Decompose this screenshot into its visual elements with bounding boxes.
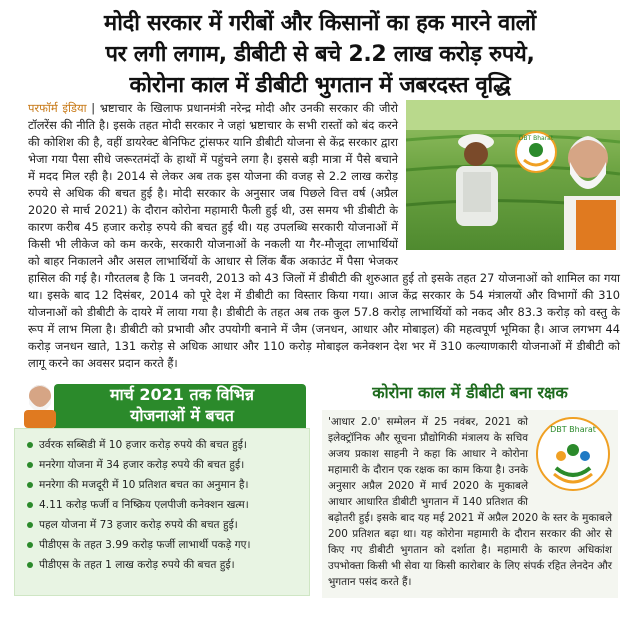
article-source: परफॉर्म इंडिया (28, 101, 87, 115)
savings-item-2: मनरेगा योजना में 34 हजार करोड़ रुपये की बचत हुई। (25, 455, 303, 475)
article-text: | भ्रष्टाचार के खिलाफ प्रधानमंत्री नरेन्द्र मोदी और उनकी सरकार की जीरो टॉलरेंस की नीति है। इसके तहत मोदी सरकार ने जहां भ्रष्टाचार के सभी रास्तों को बंद करने की कोशिश की है, वहीं डायरेक्ट बेनिफिट ट्रांसफर यानि डीबीटी योजना से केंद्र सरकार द्वारा भेजा गया पैसा सीधे जरूरतमंदों के हाथों में पहुंचने लगा है। इससे बड़ी मात्रा में पैसे बचाने में मदद मिल रही है। 2014 से लेकर अब तक इस योजना की वजह से 2.2 लाख करोड़ रुपये से अधिक की बचत हुई है। मोदी सरकार के अनुसार जब पिछले वित्त वर्ष (अप्रैल 2020 से मार्च 2021) के दौरान कोरोना महामारी फैली हुई थी, उस समय भी डीबीटी के कारण करीब 45 हजार करोड़ रुपये की बचत हुई थी। यह उपलब्धि सरकारी योजनाओं में किसी भी लीकेज को कम करके, सरकारी योजनाओं के नकली या गैर-मौजूदा लाभार्थियों को बाहर निकालने और असल लाभार्थियों के आधार से लिंक बैंक अकाउंट में पैसा भेजकर हासिल की गई है। गौरतलब है कि 1 जनवरी, 2013 को 43 जिलों में डीबीटी की शुरुआत हुई तो इसके तहत 27 योजनाओं को शामिल का गया था। इसके बाद 12 दिसंबर, 2014 को पूरे देश में डीबीटी का विस्तार किया गया। आज केंद्र सरकार के 54 मंत्रालयों और विभागों की 310 योजनाओं को डीबीटी के दायरे में लाया गया है। डीबीटी के तहत अब तक कुल 57.8 करोड़ लाभार्थियों को नकद और 83.3 करोड़ को वस्तु के रूप में लाभ मिला है। डीबीटी को प्रभावी और उपयोगी बनाने में जैम (जनधन, आधार और मोबाइल) की महत्वपूर्ण भूमिका है। आज लगभग 44 करोड़ जनधन खाते, 131 करोड़ से अधिक आधार और 110 करोड़ मोबाइल कनेक्शन देश भर में 310 कल्याणकारी योजनाओं में डीबीटी को लागू करने का अवसर प्रदान करते हैं। (28, 101, 620, 370)
photo-illustration (406, 100, 620, 250)
savings-item-5: पहल योजना में 73 हजार करोड़ रुपये की बचत हुई। (25, 515, 303, 535)
savings-item-6: पीडीएस के तहत 3.99 करोड़ फर्जी लाभार्थी पकड़े गए। (25, 535, 303, 555)
corona-box (322, 380, 618, 598)
savings-list (25, 435, 303, 575)
savings-item-1: उर्वरक सब्सिडी में 10 हजार करोड़ रुपये की बचत हुई। (25, 435, 303, 455)
savings-item-4: 4.11 करोड़ फर्जी व निष्क्रिय एलपीजी कनेक्शन खत्म। (25, 495, 303, 515)
article-lead (28, 100, 620, 372)
savings-item-3: मनरेगा की मजदूरी में 10 प्रतिशत बचत का अनुमान है। (25, 475, 303, 495)
savings-banner (14, 380, 310, 428)
farmer-and-pm-photo (406, 100, 620, 250)
corona-title: कोरोना काल में डीबीटी बना रक्षक (372, 383, 568, 402)
savings-title-line-2: योजनाओं में बचत (130, 406, 234, 425)
headline (10, 8, 630, 101)
savings-title-line-1: मार्च 2021 तक विभिन्न (109, 385, 255, 404)
photo-badge-text: DBT Bharat (518, 135, 554, 142)
savings-list-area (14, 428, 310, 596)
corona-text: 'आधार 2.0' सम्मेलन में 25 नवंबर, 2021 को इलेक्ट्रॉनिक और सूचना प्रौद्योगिकी मंत्रालय के सचिव अजय प्रकाश साहनी ने कहा कि आधार ने कोरोना महामारी के दौरान एक रक्षक का काम किया है। उनके अनुसार अप्रैल 2020 में मार्च 2020 के मुकाबले आधार आधारित डीबीटी भुगतान में 140 प्रतिशत की बढ़ोतरी हुई। इसके बाद यह मई 2021 में अप्रैल 2020 के स्तर के मुकाबले 200 प्रतिशत बढ़ा था। यह कोरोना महामारी के दौरान सरकार की ओर से किए गए डीबीटी भुगतान को दर्शाता है। महामारी के कारण अधिकांश उपभोक्ता किसी भी सेवा या किसी कारोबार के लिए संपर्क रहित लेनदेन और भुगतान पसंद करते हैं। (328, 416, 612, 588)
headline-line-1: मोदी सरकार में गरीबों और किसानों का हक मारने वालों (104, 11, 536, 36)
headline-line-3: कोरोना काल में डीबीटी भुगतान में जबरदस्त वृद्धि (129, 73, 511, 98)
corona-body (322, 410, 618, 598)
dbt-bharat-logo-icon (534, 414, 612, 494)
headline-line-2: पर लगी लगाम, डीबीटी से बचे 2.2 लाख करोड़ रुपये, (105, 42, 535, 67)
savings-item-7: पीडीएस के तहत 1 लाख करोड़ रुपये की बचत हुई। (25, 555, 303, 575)
dbt-logo-text: DBT Bharat (550, 425, 596, 434)
savings-title (64, 384, 300, 426)
savings-box (14, 380, 310, 598)
pm-portrait-icon (16, 380, 64, 428)
